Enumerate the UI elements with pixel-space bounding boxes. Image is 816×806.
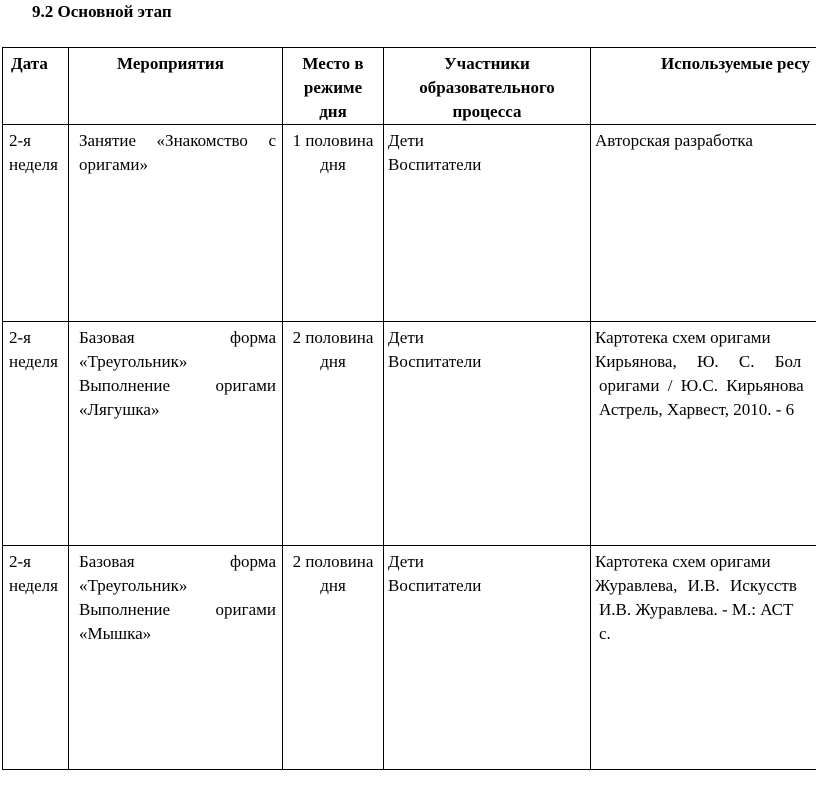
cell-line: с. [599,624,611,643]
cell-line: неделя [9,155,58,174]
cell-line: «Треугольник» [79,352,188,371]
cell-resources [591,322,816,546]
cell-line: Дети [388,552,424,571]
cell-events [69,322,283,546]
table-row [3,546,816,770]
activity-plan-table [2,47,816,770]
cell-participants [384,322,591,546]
cell-line: Картотека схем оригами [595,552,771,571]
cell-line: 2 половина [292,328,374,347]
header-place-line: дня [319,102,347,121]
cell-date [3,546,69,770]
cell-line: Дети [388,131,424,150]
cell-participants [384,125,591,322]
table-header-row [3,48,816,125]
cell-line: 2-я [9,328,31,347]
cell-line: Выполнение оригами [79,376,276,395]
cell-events [69,546,283,770]
cell-participants [384,546,591,770]
header-resources: Используемые ресу [591,48,816,125]
header-place-line: Место в [302,54,364,73]
cell-line: Выполнение оригами [79,600,276,619]
header-participants-line: процесса [452,102,522,121]
cell-line: Воспитатели [388,352,482,371]
cell-line: «Треугольник» [79,576,188,595]
cell-line: оригами / Ю.С. Кирьянова [599,376,804,395]
section-heading: 9.2 Основной этап [32,2,172,21]
cell-line: 2 половина [292,552,374,571]
cell-resources [591,546,816,770]
cell-line: оригами» [79,155,148,174]
cell-place [283,322,384,546]
cell-place [283,125,384,322]
cell-line: неделя [9,352,58,371]
cell-date [3,322,69,546]
cell-line: 2-я [9,131,31,150]
header-date: Дата [3,48,69,125]
header-participants-line: образовательного [419,78,555,97]
cell-place [283,546,384,770]
cell-line: Авторская разработка [595,131,753,150]
header-events: Мероприятия [69,48,283,125]
cell-line: дня [320,576,346,595]
table-row [3,125,816,322]
cell-line: Дети [388,328,424,347]
header-participants [384,48,591,125]
cell-line: Воспитатели [388,576,482,595]
cell-line: Журавлева, И.В. Искусств [595,576,797,595]
cell-line: 2-я [9,552,31,571]
cell-line: Базовая форма [79,328,276,347]
table-row [3,322,816,546]
cell-events [69,125,283,322]
cell-line: дня [320,352,346,371]
cell-line: Астрель, Харвест, 2010. - 6 [599,400,795,419]
cell-line: «Мышка» [79,624,152,643]
cell-line: И.В. Журавлева. - М.: АСТ [599,600,794,619]
cell-line: Воспитатели [388,155,482,174]
cell-line: Базовая форма [79,552,276,571]
cell-line: Кирьянова, Ю. С. Бол [595,352,802,371]
cell-date [3,125,69,322]
cell-line: Занятие «Знакомство с [79,131,276,150]
cell-line: дня [320,155,346,174]
cell-line: 1 половина [292,131,374,150]
cell-line: «Лягушка» [79,400,160,419]
cell-line: Картотека схем оригами [595,328,771,347]
header-participants-line: Участники [444,54,530,73]
header-place [283,48,384,125]
cell-line: неделя [9,576,58,595]
cell-resources [591,125,816,322]
header-place-line: режиме [303,78,363,97]
